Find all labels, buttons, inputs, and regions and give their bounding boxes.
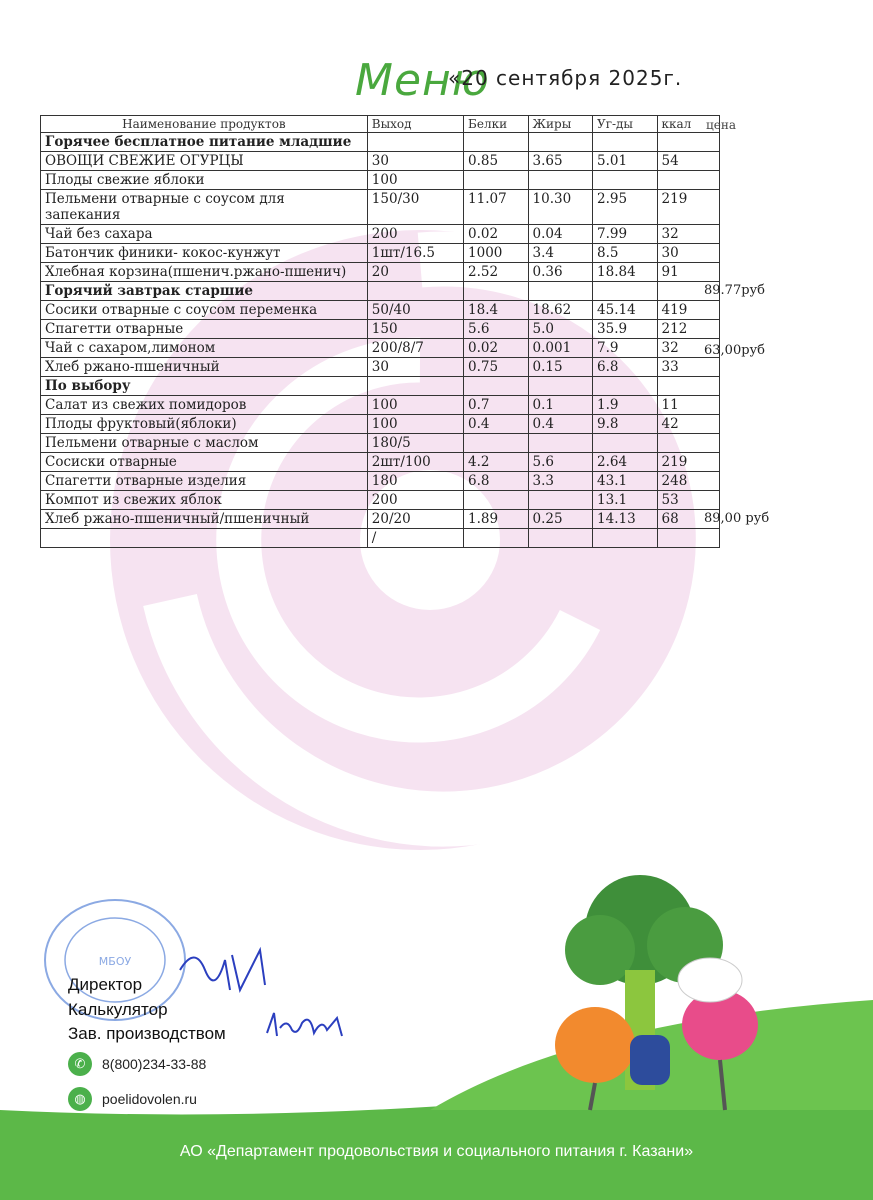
yield-cell: 200 [367,225,463,244]
protein-cell: 11.07 [464,190,529,225]
kcal-cell: 32 [657,339,719,358]
section-header-row [41,377,720,396]
dish-name: Сосики отварные с соусом переменка [41,301,368,320]
carbs-cell: 2.64 [593,453,658,472]
yield-cell: 20/20 [367,510,463,529]
header-kcal: ккал [657,116,719,133]
table-row [41,472,720,491]
kcal-cell: 42 [657,415,719,434]
carbs-cell [593,434,658,453]
header-yield: Выход [367,116,463,133]
menu-table [40,115,720,548]
section-title: Горячий завтрак старшие [41,282,368,301]
fat-cell: 0.36 [528,263,593,282]
menu-date: «20 сентября 2025г. [448,66,683,90]
protein-cell: 1000 [464,244,529,263]
table-row [41,301,720,320]
header-name: Наименование продуктов [41,116,368,133]
protein-cell [464,171,529,190]
empty-cell [593,377,658,396]
empty-cell [657,133,719,152]
table-row [41,263,720,282]
yield-cell: 180/5 [367,434,463,453]
carbs-cell: 43.1 [593,472,658,491]
yield-cell: 20 [367,263,463,282]
fat-cell: 0.04 [528,225,593,244]
dish-name [41,529,368,548]
table-row [41,190,720,225]
yield-cell: 100 [367,171,463,190]
kcal-cell [657,171,719,190]
empty-cell [593,282,658,301]
protein-cell [464,529,529,548]
kcal-cell: 32 [657,225,719,244]
protein-cell: 1.89 [464,510,529,529]
table-row [41,529,720,548]
yield-cell: 100 [367,415,463,434]
carbs-cell: 8.5 [593,244,658,263]
empty-cell [464,377,529,396]
fat-cell: 0.001 [528,339,593,358]
dish-name: Компот из свежих яблок [41,491,368,510]
kcal-cell: 219 [657,453,719,472]
table-header-row [41,116,720,133]
yield-cell: 180 [367,472,463,491]
empty-cell [367,377,463,396]
phone-icon: ✆ [68,1052,92,1076]
protein-cell: 5.6 [464,320,529,339]
protein-cell: 18.4 [464,301,529,320]
yield-cell: 100 [367,396,463,415]
yield-cell: 50/40 [367,301,463,320]
section-title: Горячее бесплатное питание младшие [41,133,368,152]
carbs-cell: 35.9 [593,320,658,339]
yield-cell: 200 [367,491,463,510]
protein-cell: 0.02 [464,225,529,244]
carbs-cell: 7.9 [593,339,658,358]
fat-cell: 3.3 [528,472,593,491]
table-row [41,244,720,263]
phone-contact [68,1052,206,1076]
table-row [41,339,720,358]
table-row [41,434,720,453]
kcal-cell: 30 [657,244,719,263]
dish-name: Чай без сахара [41,225,368,244]
header-protein: Белки [464,116,529,133]
table-row [41,415,720,434]
dish-name: Чай с сахаром,лимоном [41,339,368,358]
fat-cell: 10.30 [528,190,593,225]
globe-icon: ◍ [68,1087,92,1111]
section-header-row [41,282,720,301]
empty-cell [528,133,593,152]
kcal-cell [657,529,719,548]
protein-cell: 0.85 [464,152,529,171]
section-header-row [41,133,720,152]
carbs-cell: 45.14 [593,301,658,320]
fat-cell: 0.1 [528,396,593,415]
table-row [41,152,720,171]
carbs-cell: 13.1 [593,491,658,510]
dish-name: Хлеб ржано-пшеничный/пшеничный [41,510,368,529]
fat-cell: 18.62 [528,301,593,320]
footer-company: АО «Департамент продовольствия и социального питания г. Казани» [179,1143,694,1160]
kcal-cell: 91 [657,263,719,282]
table-row [41,358,720,377]
yield-cell: / [367,529,463,548]
vegetable-mascots-illustration [520,870,820,1130]
protein-cell: 2.52 [464,263,529,282]
carbs-cell: 2.95 [593,190,658,225]
empty-cell [464,133,529,152]
carbs-cell [593,529,658,548]
fat-cell [528,171,593,190]
production-signature [262,1008,352,1043]
phone-number[interactable]: 8(800)234-33-88 [102,1056,207,1072]
yield-cell: 30 [367,358,463,377]
carbs-cell: 18.84 [593,263,658,282]
empty-cell [367,133,463,152]
fat-cell: 0.25 [528,510,593,529]
dish-name: Плоды фруктовый(яблоки) [41,415,368,434]
dish-name: Хлеб ржано-пшеничный [41,358,368,377]
header-fat: Жиры [528,116,593,133]
carbs-cell: 9.8 [593,415,658,434]
price-section-2: 63,00руб [704,343,766,358]
kcal-cell: 53 [657,491,719,510]
yield-cell: 200/8/7 [367,339,463,358]
empty-cell [528,282,593,301]
table-row [41,225,720,244]
yield-cell: 2шт/100 [367,453,463,472]
empty-cell [528,377,593,396]
carbs-cell: 6.8 [593,358,658,377]
table-row [41,510,720,529]
kcal-cell: 419 [657,301,719,320]
kcal-cell: 219 [657,190,719,225]
price-section-3: 89,00 руб [704,511,770,526]
kcal-cell [657,434,719,453]
dish-name: Спагетти отварные [41,320,368,339]
fat-cell [528,434,593,453]
menu-title: Меню [355,55,490,106]
protein-cell: 0.7 [464,396,529,415]
carbs-cell: 1.9 [593,396,658,415]
table-row [41,171,720,190]
section-title: По выбору [41,377,368,396]
fat-cell: 3.65 [528,152,593,171]
fat-cell [528,529,593,548]
fat-cell: 0.4 [528,415,593,434]
dish-name: Спагетти отварные изделия [41,472,368,491]
protein-cell: 0.75 [464,358,529,377]
price-section-1: 89.77руб [704,283,766,298]
dish-name: Хлебная корзина(пшенич.ржано-пшенич) [41,263,368,282]
carbs-cell: 5.01 [593,152,658,171]
carbs-cell [593,171,658,190]
dish-name: Салат из свежих помидоров [41,396,368,415]
protein-cell: 0.4 [464,415,529,434]
director-signature [170,940,280,1000]
table-row [41,320,720,339]
dish-name: ОВОЩИ СВЕЖИЕ ОГУРЦЫ [41,152,368,171]
table-row [41,491,720,510]
site-link[interactable]: poelidovolen.ru [102,1091,197,1107]
carbs-cell: 7.99 [593,225,658,244]
header-price: цена [706,118,736,132]
fat-cell: 5.0 [528,320,593,339]
kcal-cell: 54 [657,152,719,171]
protein-cell: 6.8 [464,472,529,491]
protein-cell: 0.02 [464,339,529,358]
empty-cell [593,133,658,152]
yield-cell: 150/30 [367,190,463,225]
protein-cell: 4.2 [464,453,529,472]
header-carbs: Уг-ды [593,116,658,133]
fat-cell: 0.15 [528,358,593,377]
empty-cell [657,377,719,396]
production-label: Зав. производством [68,1024,226,1043]
svg-text:МБОУ: МБОУ [98,955,132,968]
kcal-cell: 248 [657,472,719,491]
dish-name: Плоды свежие яблоки [41,171,368,190]
dish-name: Пельмени отварные с маслом [41,434,368,453]
table-row [41,396,720,415]
fat-cell [528,491,593,510]
kcal-cell: 68 [657,510,719,529]
dish-name: Пельмени отварные с соусом для запекания [41,190,368,225]
dish-name: Батончик финики- кокос-кунжут [41,244,368,263]
protein-cell [464,491,529,510]
protein-cell [464,434,529,453]
empty-cell [464,282,529,301]
yield-cell: 30 [367,152,463,171]
director-label: Директор [68,975,143,994]
kcal-cell: 33 [657,358,719,377]
kcal-cell: 11 [657,396,719,415]
empty-cell [367,282,463,301]
yield-cell: 150 [367,320,463,339]
table-row [41,453,720,472]
fat-cell: 3.4 [528,244,593,263]
fat-cell: 5.6 [528,453,593,472]
carbs-cell: 14.13 [593,510,658,529]
yield-cell: 1шт/16.5 [367,244,463,263]
calculator-label: Калькулятор [68,1000,168,1019]
kcal-cell: 212 [657,320,719,339]
dish-name: Сосиски отварные [41,453,368,472]
